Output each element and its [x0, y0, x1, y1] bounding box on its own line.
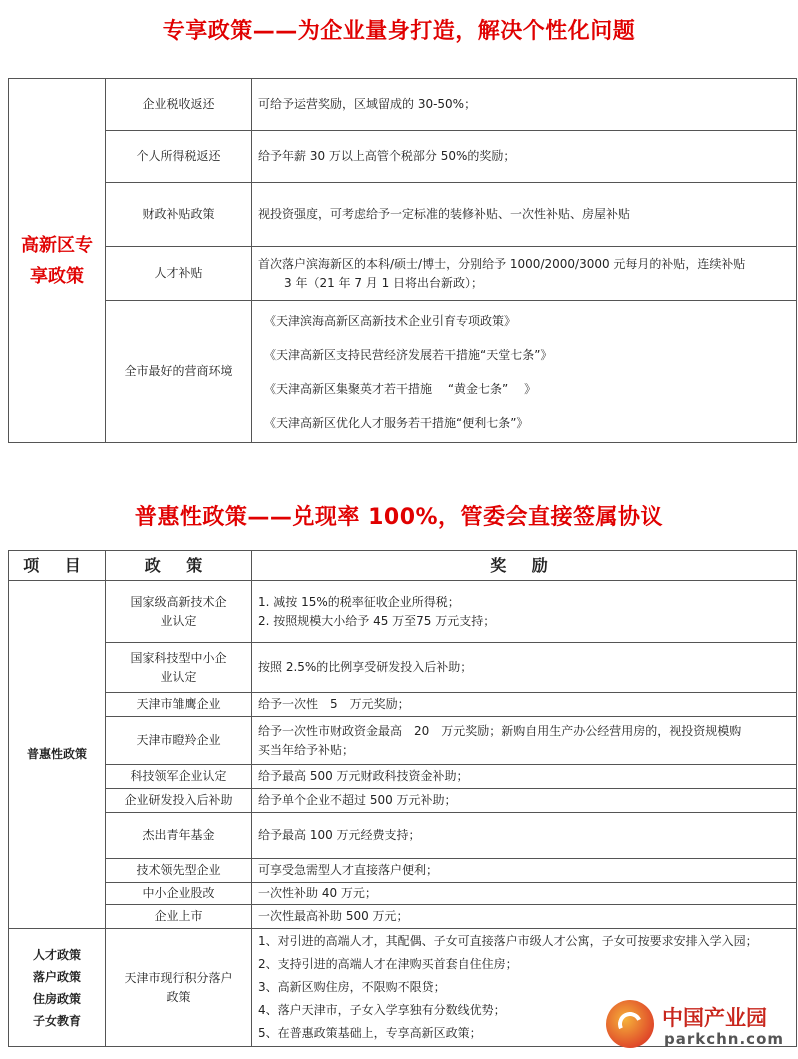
policy-name: 杰出青年基金 [106, 813, 252, 859]
policy-content: 1. 减按 15%的税率征收企业所得税； 2. 按照规模大小给予 45 万至75 万元支持； [252, 581, 797, 643]
policy-content: 按照 2.5%的比例享受研发投入后补助； [252, 643, 797, 693]
policy-name: 财政补贴政策 [106, 183, 252, 247]
policy-name: 人才补贴 [106, 247, 252, 301]
header-reward: 奖 励 [252, 551, 797, 581]
header-item: 项 目 [9, 551, 106, 581]
policy-content: 首次落户滨海新区的本科/硕士/博士，分别给予 1000/2000/3000 元每月的补贴，连续补贴 3 年（21 年 7 月 1 日将出台新政）； [252, 247, 797, 301]
policy-name: 个人所得税返还 [106, 131, 252, 183]
policy-name: 国家级高新技术企 业认定 [106, 581, 252, 643]
logo-text-cn: 中国产业园 [662, 1006, 767, 1030]
policy-content: 视投资强度，可考虑给予一定标准的装修补贴、一次性补贴、房屋补贴 [252, 183, 797, 247]
section1-title: 专享政策——为企业量身打造，解决个性化问题 [162, 19, 636, 44]
policy-name: 全市最好的营商环境 [106, 301, 252, 443]
logo-text-en: parkchn.com [664, 1030, 785, 1048]
policy-content: 1、对引进的高端人才，其配偶、子女可直接落户市级人才公寓，子女可按要求安排入学入园； 2、支持引进的高端人才在津购买首套自住住房； 3、高新区购住房，不限购不限贷； 4、落户天津市，子女入学享独有分数线优势； 5、在普惠政策基础上，专享高新区政策； [252, 929, 797, 1047]
policy-name: 国家科技型中小企 业认定 [106, 643, 252, 693]
policy-content: 可给予运营奖励，区域留成的 30-50%； [252, 79, 797, 131]
policy-content: 可享受急需型人才直接落户便利； [252, 859, 797, 883]
policy-name: 企业税收返还 [106, 79, 252, 131]
policy-content: 给予一次性 5 万元奖励； [252, 693, 797, 717]
policy-name: 科技领军企业认定 [106, 765, 252, 789]
policy-content: 给予单个企业不超过 500 万元补助； [252, 789, 797, 813]
policy-content: 一次性补助 40 万元； [252, 883, 797, 905]
category-general: 普惠性政策 [9, 581, 106, 929]
category-exclusive: 高新区专 享政策 [9, 79, 106, 443]
policy-name: 企业研发投入后补助 [106, 789, 252, 813]
section2-title: 普惠性政策——兑现率 100%，管委会直接签属协议 [134, 505, 664, 530]
policy-content: 给予年薪 30 万以上高管个税部分 50%的奖励； [252, 131, 797, 183]
policy-name: 技术领先型企业 [106, 859, 252, 883]
policy-name: 中小企业股改 [106, 883, 252, 905]
logo-mark-icon [606, 1000, 654, 1048]
policy-content: 给予最高 500 万元财政科技资金补助； [252, 765, 797, 789]
category-talent: 人才政策 落户政策 住房政策 子女教育 [9, 929, 106, 1047]
general-policy-table [8, 550, 797, 1047]
exclusive-policy-table [8, 78, 797, 443]
header-policy: 政 策 [106, 551, 252, 581]
policy-content: 一次性最高补助 500 万元； [252, 905, 797, 929]
policy-content: 给予最高 100 万元经费支持； [252, 813, 797, 859]
parkchn-logo [606, 998, 794, 1054]
policy-name: 天津市现行积分落户 政策 [106, 929, 252, 1047]
policy-content: 《天津滨海高新区高新技术企业引育专项政策》 《天津高新区支持民营经济发展若干措施“天堂七条”》 《天津高新区集聚英才若干措施 “黄金七条” 》 《天津高新区优化人才服务若干措施“便利七条”》 [252, 301, 797, 443]
policy-name: 天津市雏鹰企业 [106, 693, 252, 717]
policy-name: 天津市瞪羚企业 [106, 717, 252, 765]
policy-content: 给予一次性市财政资金最高 20 万元奖励；新购自用生产办公经营用房的，视投资规模购 买当年给予补贴； [252, 717, 797, 765]
policy-name: 企业上市 [106, 905, 252, 929]
